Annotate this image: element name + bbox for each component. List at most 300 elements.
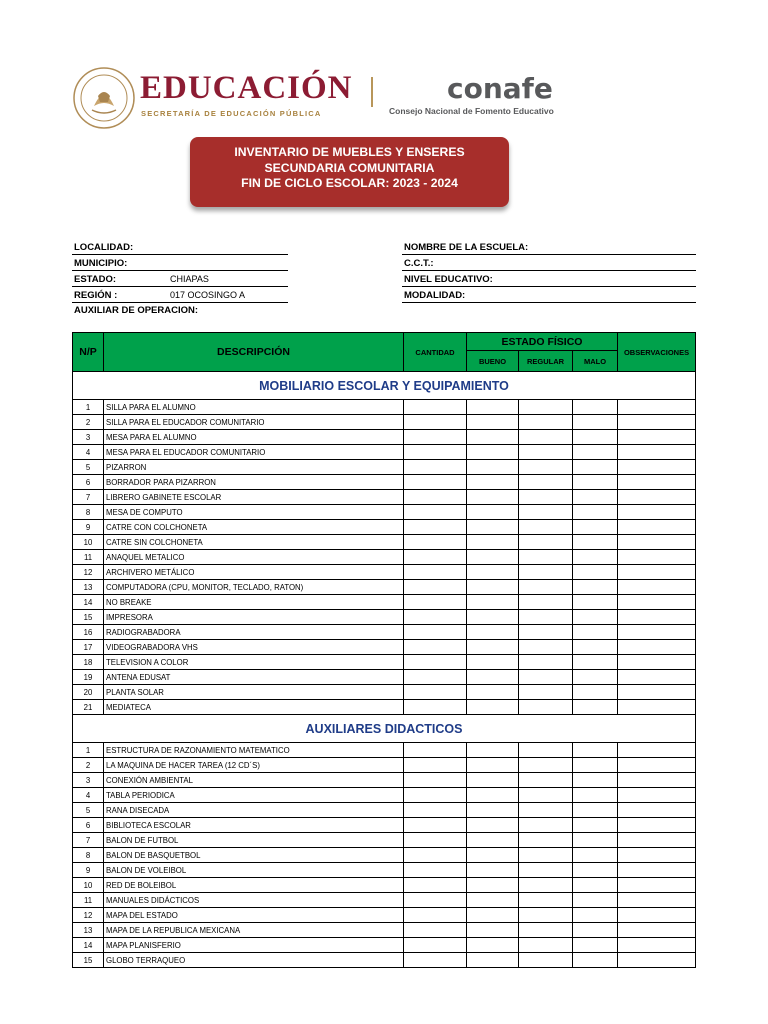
malo-cell[interactable] (573, 535, 618, 550)
cantidad-cell[interactable] (404, 640, 467, 655)
regular-cell[interactable] (519, 535, 573, 550)
cantidad-cell[interactable] (404, 893, 467, 908)
bueno-cell[interactable] (467, 640, 519, 655)
observaciones-cell[interactable] (618, 670, 696, 685)
regular-cell[interactable] (519, 685, 573, 700)
cantidad-cell[interactable] (404, 923, 467, 938)
regular-cell[interactable] (519, 610, 573, 625)
observaciones-cell[interactable] (618, 788, 696, 803)
regular-cell[interactable] (519, 595, 573, 610)
item-number: 9 (73, 863, 104, 878)
regular-cell[interactable] (519, 640, 573, 655)
bueno-cell[interactable] (467, 923, 519, 938)
bueno-cell[interactable] (467, 475, 519, 490)
malo-cell[interactable] (573, 863, 618, 878)
observaciones-cell[interactable] (618, 758, 696, 773)
malo-cell[interactable] (573, 550, 618, 565)
title-banner (190, 137, 509, 207)
table-row (73, 848, 696, 863)
item-description: SILLA PARA EL ALUMNO (104, 400, 404, 415)
table-row (73, 580, 696, 595)
item-description: SILLA PARA EL EDUCADOR COMUNITARIO (104, 415, 404, 430)
regular-cell[interactable] (519, 758, 573, 773)
observaciones-cell[interactable] (618, 625, 696, 640)
info-row-region (72, 288, 288, 303)
regular-cell[interactable] (519, 505, 573, 520)
table-row (73, 700, 696, 715)
conafe-logo: conafe (447, 72, 553, 105)
table-row (73, 923, 696, 938)
regular-cell[interactable] (519, 818, 573, 833)
bueno-cell[interactable] (467, 505, 519, 520)
malo-cell[interactable] (573, 743, 618, 758)
observaciones-cell[interactable] (618, 743, 696, 758)
regular-cell[interactable] (519, 625, 573, 640)
observaciones-cell[interactable] (618, 938, 696, 953)
cantidad-cell[interactable] (404, 415, 467, 430)
observaciones-cell[interactable] (618, 848, 696, 863)
item-number: 12 (73, 565, 104, 580)
malo-cell[interactable] (573, 475, 618, 490)
table-row (73, 788, 696, 803)
item-number: 16 (73, 625, 104, 640)
item-number: 17 (73, 640, 104, 655)
info-value: 017 OCOSINGO A (170, 290, 246, 300)
regular-cell[interactable] (519, 445, 573, 460)
banner-line-3: FIN DE CICLO ESCOLAR: 2023 - 2024 (241, 176, 458, 190)
malo-cell[interactable] (573, 670, 618, 685)
regular-cell[interactable] (519, 863, 573, 878)
malo-cell[interactable] (573, 490, 618, 505)
malo-cell[interactable] (573, 803, 618, 818)
col-np: N/P (73, 333, 104, 372)
table-row (73, 565, 696, 580)
item-description: RED DE BOLEIBOL (104, 878, 404, 893)
section-header-row (73, 372, 696, 400)
item-number: 20 (73, 685, 104, 700)
cantidad-cell[interactable] (404, 610, 467, 625)
info-row-modalidad (402, 288, 696, 303)
info-label: NOMBRE DE LA ESCUELA: (404, 242, 529, 253)
item-number: 3 (73, 773, 104, 788)
item-number: 10 (73, 535, 104, 550)
item-description: MAPA DE LA REPUBLICA MEXICANA (104, 923, 404, 938)
cantidad-cell[interactable] (404, 788, 467, 803)
regular-cell[interactable] (519, 788, 573, 803)
table-row (73, 908, 696, 923)
cantidad-cell[interactable] (404, 818, 467, 833)
observaciones-cell[interactable] (618, 505, 696, 520)
table-row (73, 550, 696, 565)
bueno-cell[interactable] (467, 700, 519, 715)
regular-cell[interactable] (519, 520, 573, 535)
info-label: NIVEL EDUCATIVO: (404, 274, 493, 285)
bueno-cell[interactable] (467, 610, 519, 625)
bueno-cell[interactable] (467, 685, 519, 700)
malo-cell[interactable] (573, 460, 618, 475)
table-row (73, 655, 696, 670)
bueno-cell[interactable] (467, 550, 519, 565)
observaciones-cell[interactable] (618, 520, 696, 535)
observaciones-cell[interactable] (618, 953, 696, 968)
table-row (73, 938, 696, 953)
cantidad-cell[interactable] (404, 490, 467, 505)
bueno-cell[interactable] (467, 430, 519, 445)
item-description: ANTENA EDUSAT (104, 670, 404, 685)
bueno-cell[interactable] (467, 908, 519, 923)
item-description: MESA DE COMPUTO (104, 505, 404, 520)
bueno-cell[interactable] (467, 625, 519, 640)
item-description: TELEVISION A COLOR (104, 655, 404, 670)
bueno-cell[interactable] (467, 655, 519, 670)
item-number: 1 (73, 400, 104, 415)
item-description: GLOBO TERRAQUEO (104, 953, 404, 968)
item-number: 13 (73, 580, 104, 595)
cantidad-cell[interactable] (404, 878, 467, 893)
table-row (73, 400, 696, 415)
malo-cell[interactable] (573, 938, 618, 953)
cantidad-cell[interactable] (404, 475, 467, 490)
malo-cell[interactable] (573, 848, 618, 863)
regular-cell[interactable] (519, 475, 573, 490)
observaciones-cell[interactable] (618, 833, 696, 848)
observaciones-cell[interactable] (618, 475, 696, 490)
item-number: 2 (73, 758, 104, 773)
malo-cell[interactable] (573, 655, 618, 670)
observaciones-cell[interactable] (618, 595, 696, 610)
table-row (73, 460, 696, 475)
item-description: TABLA PERIODICA (104, 788, 404, 803)
info-right (402, 240, 696, 304)
info-value: CHIAPAS (170, 274, 209, 284)
malo-cell[interactable] (573, 908, 618, 923)
malo-cell[interactable] (573, 505, 618, 520)
item-number: 4 (73, 788, 104, 803)
item-number: 18 (73, 655, 104, 670)
regular-cell[interactable] (519, 773, 573, 788)
cantidad-cell[interactable] (404, 535, 467, 550)
bueno-cell[interactable] (467, 818, 519, 833)
table-row (73, 758, 696, 773)
item-number: 7 (73, 490, 104, 505)
regular-cell[interactable] (519, 430, 573, 445)
bueno-cell[interactable] (467, 520, 519, 535)
bueno-cell[interactable] (467, 938, 519, 953)
cantidad-cell[interactable] (404, 833, 467, 848)
bueno-cell[interactable] (467, 535, 519, 550)
malo-cell[interactable] (573, 818, 618, 833)
bueno-cell[interactable] (467, 445, 519, 460)
regular-cell[interactable] (519, 580, 573, 595)
cantidad-cell[interactable] (404, 863, 467, 878)
item-number: 12 (73, 908, 104, 923)
item-number: 1 (73, 743, 104, 758)
bueno-cell[interactable] (467, 863, 519, 878)
regular-cell[interactable] (519, 655, 573, 670)
conafe-subtitle: Consejo Nacional de Fomento Educativo (389, 106, 554, 116)
malo-cell[interactable] (573, 878, 618, 893)
item-number: 13 (73, 923, 104, 938)
cantidad-cell[interactable] (404, 743, 467, 758)
info-label: LOCALIDAD: (74, 242, 134, 253)
malo-cell[interactable] (573, 893, 618, 908)
bueno-cell[interactable] (467, 580, 519, 595)
bueno-cell[interactable] (467, 758, 519, 773)
malo-cell[interactable] (573, 430, 618, 445)
observaciones-cell[interactable] (618, 908, 696, 923)
inventory-table (72, 332, 696, 968)
malo-cell[interactable] (573, 953, 618, 968)
cantidad-cell[interactable] (404, 445, 467, 460)
malo-cell[interactable] (573, 445, 618, 460)
cantidad-cell[interactable] (404, 700, 467, 715)
cantidad-cell[interactable] (404, 803, 467, 818)
observaciones-cell[interactable] (618, 640, 696, 655)
table-row (73, 818, 696, 833)
malo-cell[interactable] (573, 400, 618, 415)
cantidad-cell[interactable] (404, 505, 467, 520)
regular-cell[interactable] (519, 743, 573, 758)
table-row (73, 953, 696, 968)
malo-cell[interactable] (573, 833, 618, 848)
item-number: 11 (73, 893, 104, 908)
observaciones-cell[interactable] (618, 818, 696, 833)
cantidad-cell[interactable] (404, 625, 467, 640)
cantidad-cell[interactable] (404, 685, 467, 700)
bueno-cell[interactable] (467, 893, 519, 908)
bueno-cell[interactable] (467, 878, 519, 893)
cantidad-cell[interactable] (404, 655, 467, 670)
regular-cell[interactable] (519, 490, 573, 505)
info-label: MUNICIPIO: (74, 258, 128, 269)
info-row-localidad (72, 240, 288, 255)
cantidad-cell[interactable] (404, 908, 467, 923)
regular-cell[interactable] (519, 670, 573, 685)
cantidad-cell[interactable] (404, 460, 467, 475)
regular-cell[interactable] (519, 550, 573, 565)
cantidad-cell[interactable] (404, 565, 467, 580)
malo-cell[interactable] (573, 640, 618, 655)
bueno-cell[interactable] (467, 743, 519, 758)
item-description: LA MAQUINA DE HACER TAREA (12 CD´S) (104, 758, 404, 773)
regular-cell[interactable] (519, 700, 573, 715)
bueno-cell[interactable] (467, 953, 519, 968)
malo-cell[interactable] (573, 758, 618, 773)
regular-cell[interactable] (519, 400, 573, 415)
cantidad-cell[interactable] (404, 430, 467, 445)
malo-cell[interactable] (573, 610, 618, 625)
observaciones-cell[interactable] (618, 535, 696, 550)
bueno-cell[interactable] (467, 833, 519, 848)
observaciones-cell[interactable] (618, 803, 696, 818)
observaciones-cell[interactable] (618, 490, 696, 505)
cantidad-cell[interactable] (404, 400, 467, 415)
table-row (73, 640, 696, 655)
info-row-cct (402, 256, 696, 271)
table-row (73, 535, 696, 550)
cantidad-cell[interactable] (404, 953, 467, 968)
item-description: PLANTA SOLAR (104, 685, 404, 700)
item-number: 5 (73, 803, 104, 818)
regular-cell[interactable] (519, 953, 573, 968)
item-number: 5 (73, 460, 104, 475)
education-logo-title: EDUCACIÓN (140, 70, 353, 106)
bueno-cell[interactable] (467, 400, 519, 415)
info-row-escuela (402, 240, 696, 255)
item-description: BALON DE VOLEIBOL (104, 863, 404, 878)
regular-cell[interactable] (519, 565, 573, 580)
regular-cell[interactable] (519, 803, 573, 818)
bueno-cell[interactable] (467, 595, 519, 610)
table-row (73, 803, 696, 818)
regular-cell[interactable] (519, 833, 573, 848)
item-number: 9 (73, 520, 104, 535)
observaciones-cell[interactable] (618, 400, 696, 415)
table-row (73, 743, 696, 758)
info-left (72, 240, 288, 320)
item-description: BIBLIOTECA ESCOLAR (104, 818, 404, 833)
malo-cell[interactable] (573, 580, 618, 595)
table-row (73, 475, 696, 490)
malo-cell[interactable] (573, 923, 618, 938)
bueno-cell[interactable] (467, 565, 519, 580)
table-row (73, 415, 696, 430)
observaciones-cell[interactable] (618, 878, 696, 893)
malo-cell[interactable] (573, 685, 618, 700)
banner-line-1: INVENTARIO DE MUEBLES Y ENSERES (234, 145, 465, 159)
regular-cell[interactable] (519, 938, 573, 953)
regular-cell[interactable] (519, 460, 573, 475)
observaciones-cell[interactable] (618, 700, 696, 715)
item-number: 7 (73, 833, 104, 848)
cantidad-cell[interactable] (404, 520, 467, 535)
regular-cell[interactable] (519, 415, 573, 430)
item-description: MAPA PLANISFERIO (104, 938, 404, 953)
regular-cell[interactable] (519, 848, 573, 863)
bueno-cell[interactable] (467, 415, 519, 430)
item-description: BALON DE FUTBOL (104, 833, 404, 848)
col-estado-fisico: ESTADO FÍSICO (467, 333, 618, 351)
item-number: 15 (73, 953, 104, 968)
bueno-cell[interactable] (467, 670, 519, 685)
item-description: CATRE CON COLCHONETA (104, 520, 404, 535)
cantidad-cell[interactable] (404, 595, 467, 610)
observaciones-cell[interactable] (618, 863, 696, 878)
table-row (73, 430, 696, 445)
bueno-cell[interactable] (467, 788, 519, 803)
regular-cell[interactable] (519, 878, 573, 893)
regular-cell[interactable] (519, 893, 573, 908)
table-row (73, 878, 696, 893)
observaciones-cell[interactable] (618, 445, 696, 460)
banner-line-2: SECUNDARIA COMUNITARIA (264, 160, 435, 175)
item-number: 8 (73, 848, 104, 863)
item-description: MANUALES DIDÁCTICOS (104, 893, 404, 908)
col-descripcion: DESCRIPCIÓN (104, 333, 404, 372)
item-description: IMPRESORA (104, 610, 404, 625)
malo-cell[interactable] (573, 565, 618, 580)
info-label: REGIÓN : (74, 290, 118, 301)
info-label: ESTADO: (74, 274, 117, 285)
item-number: 14 (73, 595, 104, 610)
malo-cell[interactable] (573, 788, 618, 803)
table-row (73, 610, 696, 625)
item-description: MESA PARA EL ALUMNO (104, 430, 404, 445)
observaciones-cell[interactable] (618, 655, 696, 670)
item-description: ANAQUEL METALICO (104, 550, 404, 565)
observaciones-cell[interactable] (618, 610, 696, 625)
table-row (73, 670, 696, 685)
observaciones-cell[interactable] (618, 773, 696, 788)
mexican-seal-icon (72, 66, 136, 130)
table-row (73, 833, 696, 848)
table-row (73, 595, 696, 610)
education-logo-subtitle: SECRETARÍA DE EDUCACIÓN PÚBLICA (141, 109, 322, 118)
info-row-auxiliar (72, 303, 288, 318)
observaciones-cell[interactable] (618, 430, 696, 445)
malo-cell[interactable] (573, 773, 618, 788)
malo-cell[interactable] (573, 415, 618, 430)
malo-cell[interactable] (573, 520, 618, 535)
regular-cell[interactable] (519, 908, 573, 923)
cantidad-cell[interactable] (404, 758, 467, 773)
bueno-cell[interactable] (467, 773, 519, 788)
document-header (0, 0, 768, 130)
col-regular: REGULAR (519, 351, 573, 372)
info-row-municipio (72, 256, 288, 271)
item-description: RANA DISECADA (104, 803, 404, 818)
bueno-cell[interactable] (467, 460, 519, 475)
cantidad-cell[interactable] (404, 580, 467, 595)
item-description: LIBRERO GABINETE ESCOLAR (104, 490, 404, 505)
observaciones-cell[interactable] (618, 685, 696, 700)
cantidad-cell[interactable] (404, 848, 467, 863)
observaciones-cell[interactable] (618, 893, 696, 908)
cantidad-cell[interactable] (404, 938, 467, 953)
table-row (73, 893, 696, 908)
table-row (73, 863, 696, 878)
bueno-cell[interactable] (467, 803, 519, 818)
observaciones-cell[interactable] (618, 550, 696, 565)
item-description: BALON DE BASQUETBOL (104, 848, 404, 863)
observaciones-cell[interactable] (618, 565, 696, 580)
observaciones-cell[interactable] (618, 415, 696, 430)
malo-cell[interactable] (573, 625, 618, 640)
col-observaciones: OBSERVACIONES (618, 333, 696, 372)
item-description: MESA PARA EL EDUCADOR COMUNITARIO (104, 445, 404, 460)
observaciones-cell[interactable] (618, 580, 696, 595)
cantidad-cell[interactable] (404, 550, 467, 565)
item-number: 14 (73, 938, 104, 953)
item-number: 3 (73, 430, 104, 445)
info-row-nivel (402, 272, 696, 287)
item-number: 10 (73, 878, 104, 893)
cantidad-cell[interactable] (404, 670, 467, 685)
table-row (73, 685, 696, 700)
col-bueno: BUENO (467, 351, 519, 372)
observaciones-cell[interactable] (618, 923, 696, 938)
cantidad-cell[interactable] (404, 773, 467, 788)
item-number: 19 (73, 670, 104, 685)
inventory-body (73, 372, 696, 968)
bueno-cell[interactable] (467, 490, 519, 505)
item-number: 6 (73, 818, 104, 833)
malo-cell[interactable] (573, 595, 618, 610)
bueno-cell[interactable] (467, 848, 519, 863)
regular-cell[interactable] (519, 923, 573, 938)
malo-cell[interactable] (573, 700, 618, 715)
observaciones-cell[interactable] (618, 460, 696, 475)
